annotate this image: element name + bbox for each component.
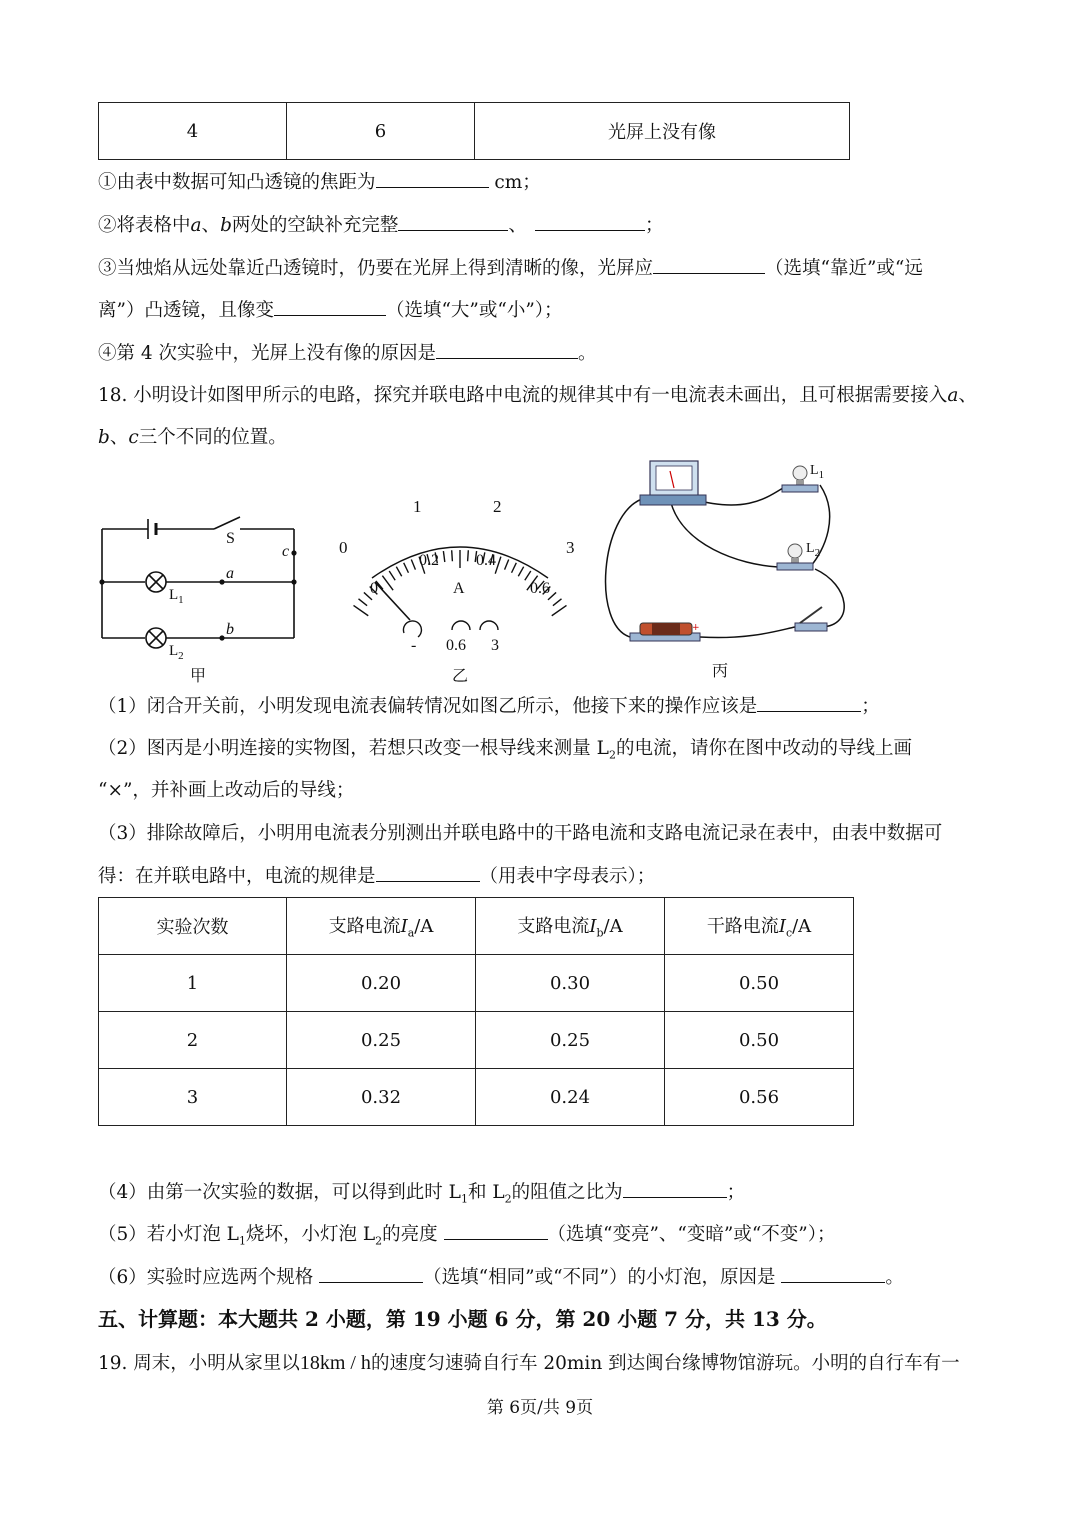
answer-blank[interactable] xyxy=(274,297,386,316)
dial-tick xyxy=(552,605,567,615)
answer-blank[interactable] xyxy=(398,212,508,231)
dial-tick xyxy=(553,599,562,606)
table-cell: 0.25 xyxy=(287,1012,476,1069)
q18-sub1: （1）闭合开关前，小明发现电流表偏转情况如图乙所示，他接下来的操作应该是 ； xyxy=(98,693,880,720)
dial-tick xyxy=(518,567,523,577)
answer-blank[interactable] xyxy=(376,169,489,188)
dial-tick xyxy=(525,571,531,580)
dial-label-0.4: 0.4 xyxy=(476,552,496,569)
current-data-table xyxy=(98,897,854,1126)
point-a-label: a xyxy=(226,565,234,582)
q17-part3a: ③当烛焰从远处靠近凸透镜时，仍要在光屏上得到清晰的像，光屏应 （选填“靠近”或“远 xyxy=(98,255,923,282)
dial-tick xyxy=(505,559,509,569)
figure-caption-yi: 乙 xyxy=(452,666,469,685)
dial-tick xyxy=(396,567,401,577)
table-cell: 0.24 xyxy=(476,1069,665,1126)
answer-blank[interactable] xyxy=(623,1179,727,1198)
table-cell: 1 xyxy=(99,955,287,1012)
dial-tick xyxy=(354,605,369,615)
table-cell: 3 xyxy=(99,1069,287,1126)
table-cell: 0.30 xyxy=(476,955,665,1012)
dial-unit-label: A xyxy=(453,580,465,597)
answer-blank[interactable] xyxy=(319,1264,423,1283)
header-ic: 干路电流$I_c/A$ xyxy=(665,898,854,955)
dial-tick xyxy=(404,563,409,573)
terminal-3 xyxy=(480,621,498,630)
answer-blank[interactable] xyxy=(757,693,861,712)
dial-label-3: 3 xyxy=(566,538,575,557)
dial-tick xyxy=(452,550,453,561)
q18-sub3-line1: （3）排除故障后，小明用电流表分别测出并联电路中的干路电流和支路电流记录在表中，由表中数据可 xyxy=(98,823,943,844)
table-cell: 2 xyxy=(99,1012,287,1069)
answer-blank[interactable] xyxy=(653,255,765,274)
ammeter-needle xyxy=(375,582,410,620)
q18-stem-line2: b、c三个不同的位置。 xyxy=(98,427,287,448)
q17-part3b: 离”）凸透镜，且像变 （选填“大”或“小”）； xyxy=(98,297,563,324)
q18-sub2-line2: “×”，并补画上改动后的导线； xyxy=(98,780,355,801)
figure-caption-jia: 甲 xyxy=(190,666,207,685)
dial-tick xyxy=(411,559,415,569)
answer-blank[interactable] xyxy=(781,1264,885,1283)
dial-tick xyxy=(389,571,395,580)
dial-label-0: 0 xyxy=(339,538,348,557)
dial-tick xyxy=(443,551,444,562)
page-footer: 第 6页/共 9页 xyxy=(486,1398,594,1418)
q17-part4: ④第 4 次实验中，光屏上没有像的原因是 。 xyxy=(98,340,597,367)
lamp-l2-label: $L_2$ xyxy=(169,643,184,662)
q18-stem-line1: 18. 小明设计如图甲所示的电路，探究并联电路中电流的规律其中有一电流表未画出，且可根据需要接入a、 xyxy=(98,385,977,406)
lamp-l1-label: $L_1$ xyxy=(169,587,184,606)
answer-blank[interactable] xyxy=(436,340,578,359)
switch-label: S xyxy=(226,530,235,547)
terminal-3-label: 3 xyxy=(491,637,499,654)
q18-sub2-line1: （2）图丙是小明连接的实物图，若想只改变一根导线来测量 $L_2$的电流，请你在图中改动的导线上画 xyxy=(98,738,912,762)
terminal-minus-label: - xyxy=(411,637,417,654)
table-cell: 0.56 xyxy=(665,1069,854,1126)
ammeter-device xyxy=(640,461,706,505)
q18-sub6: （6）实验时应选两个规格 （选填“相同”或“不同”）的小灯泡，原因是 。 xyxy=(98,1264,904,1291)
terminal-0.6-label: 0.6 xyxy=(446,637,466,654)
table-row xyxy=(99,955,854,1012)
table-header-row xyxy=(99,898,854,955)
top-table xyxy=(98,102,850,160)
dial-tick xyxy=(382,576,393,590)
dial-label-bottom-0: 0 xyxy=(370,580,378,597)
top-table-cell: 光屏上没有像 xyxy=(475,103,850,160)
q18-sub4: （4）由第一次实验的数据，可以得到此时 $L_1$和 $L_2$的阻值之比为 ； xyxy=(98,1179,745,1213)
table-row xyxy=(99,1069,854,1126)
point-b-label: b xyxy=(226,621,234,638)
physical-circuit-bing xyxy=(600,455,860,665)
svg-text:+: + xyxy=(692,623,700,633)
battery-device xyxy=(630,623,700,641)
answer-blank[interactable] xyxy=(444,1221,548,1240)
circuit-diagram-jia xyxy=(90,505,310,685)
lamp-l2-device-label: $L_2$ xyxy=(806,541,821,559)
dial-tick xyxy=(358,599,367,606)
table-cell: 0.25 xyxy=(476,1012,665,1069)
point-c-label: c xyxy=(282,543,290,560)
terminal-0.6 xyxy=(452,621,470,630)
header-ib: 支路电流$I_b/A$ xyxy=(476,898,665,955)
switch-blade xyxy=(214,517,240,529)
q19-stem: 19. 周末，小明从家里以18km / h的速度匀速骑自行车 20min 到达闽台缘博物馆游玩。小明的自行车有一 xyxy=(98,1352,960,1374)
q17-part2: ②将表格中a、b两处的空缺补充完整 、 ； xyxy=(98,212,663,239)
dial-label-2: 2 xyxy=(493,497,502,516)
dial-label-1: 1 xyxy=(413,497,422,516)
header-ia: 支路电流$I_a/A$ xyxy=(287,898,476,955)
terminal-minus xyxy=(403,621,421,637)
figure-caption-bing: 丙 xyxy=(712,661,729,680)
dial-tick xyxy=(512,563,517,573)
dial-label-0.6: 0.6 xyxy=(530,580,550,597)
top-table-cell: 4 xyxy=(99,103,287,160)
table-row xyxy=(99,1012,854,1069)
lamp-l1-device-label: $L_1$ xyxy=(810,463,825,481)
q18-sub3-line2: 得：在并联电路中，电流的规律是 （用表中字母表示）； xyxy=(98,863,655,890)
answer-blank[interactable] xyxy=(376,863,480,882)
q18-sub5: （5）若小灯泡 $L_1$烧坏，小灯泡 $L_2$的亮度 （选填“变亮”、“变暗”或“不变”）； xyxy=(98,1221,836,1255)
answer-blank[interactable] xyxy=(535,212,645,231)
switch-device xyxy=(795,607,827,631)
section-five-heading: 五、计算题：本大题共 2 小题，第 19 小题 6 分，第 20 小题 7 分，共 13 分。 xyxy=(98,1307,827,1331)
table-cell: 0.50 xyxy=(665,955,854,1012)
table-cell: 0.20 xyxy=(287,955,476,1012)
q17-part1: ①由表中数据可知凸透镜的焦距为 cm； xyxy=(98,169,541,196)
dial-tick xyxy=(495,557,501,574)
table-cell: 0.32 xyxy=(287,1069,476,1126)
table-cell: 0.50 xyxy=(665,1012,854,1069)
header-trial: 实验次数 xyxy=(99,898,287,955)
dial-label-0.2: 0.2 xyxy=(419,552,439,569)
dial-tick xyxy=(468,550,469,561)
top-table-cell: 6 xyxy=(287,103,475,160)
